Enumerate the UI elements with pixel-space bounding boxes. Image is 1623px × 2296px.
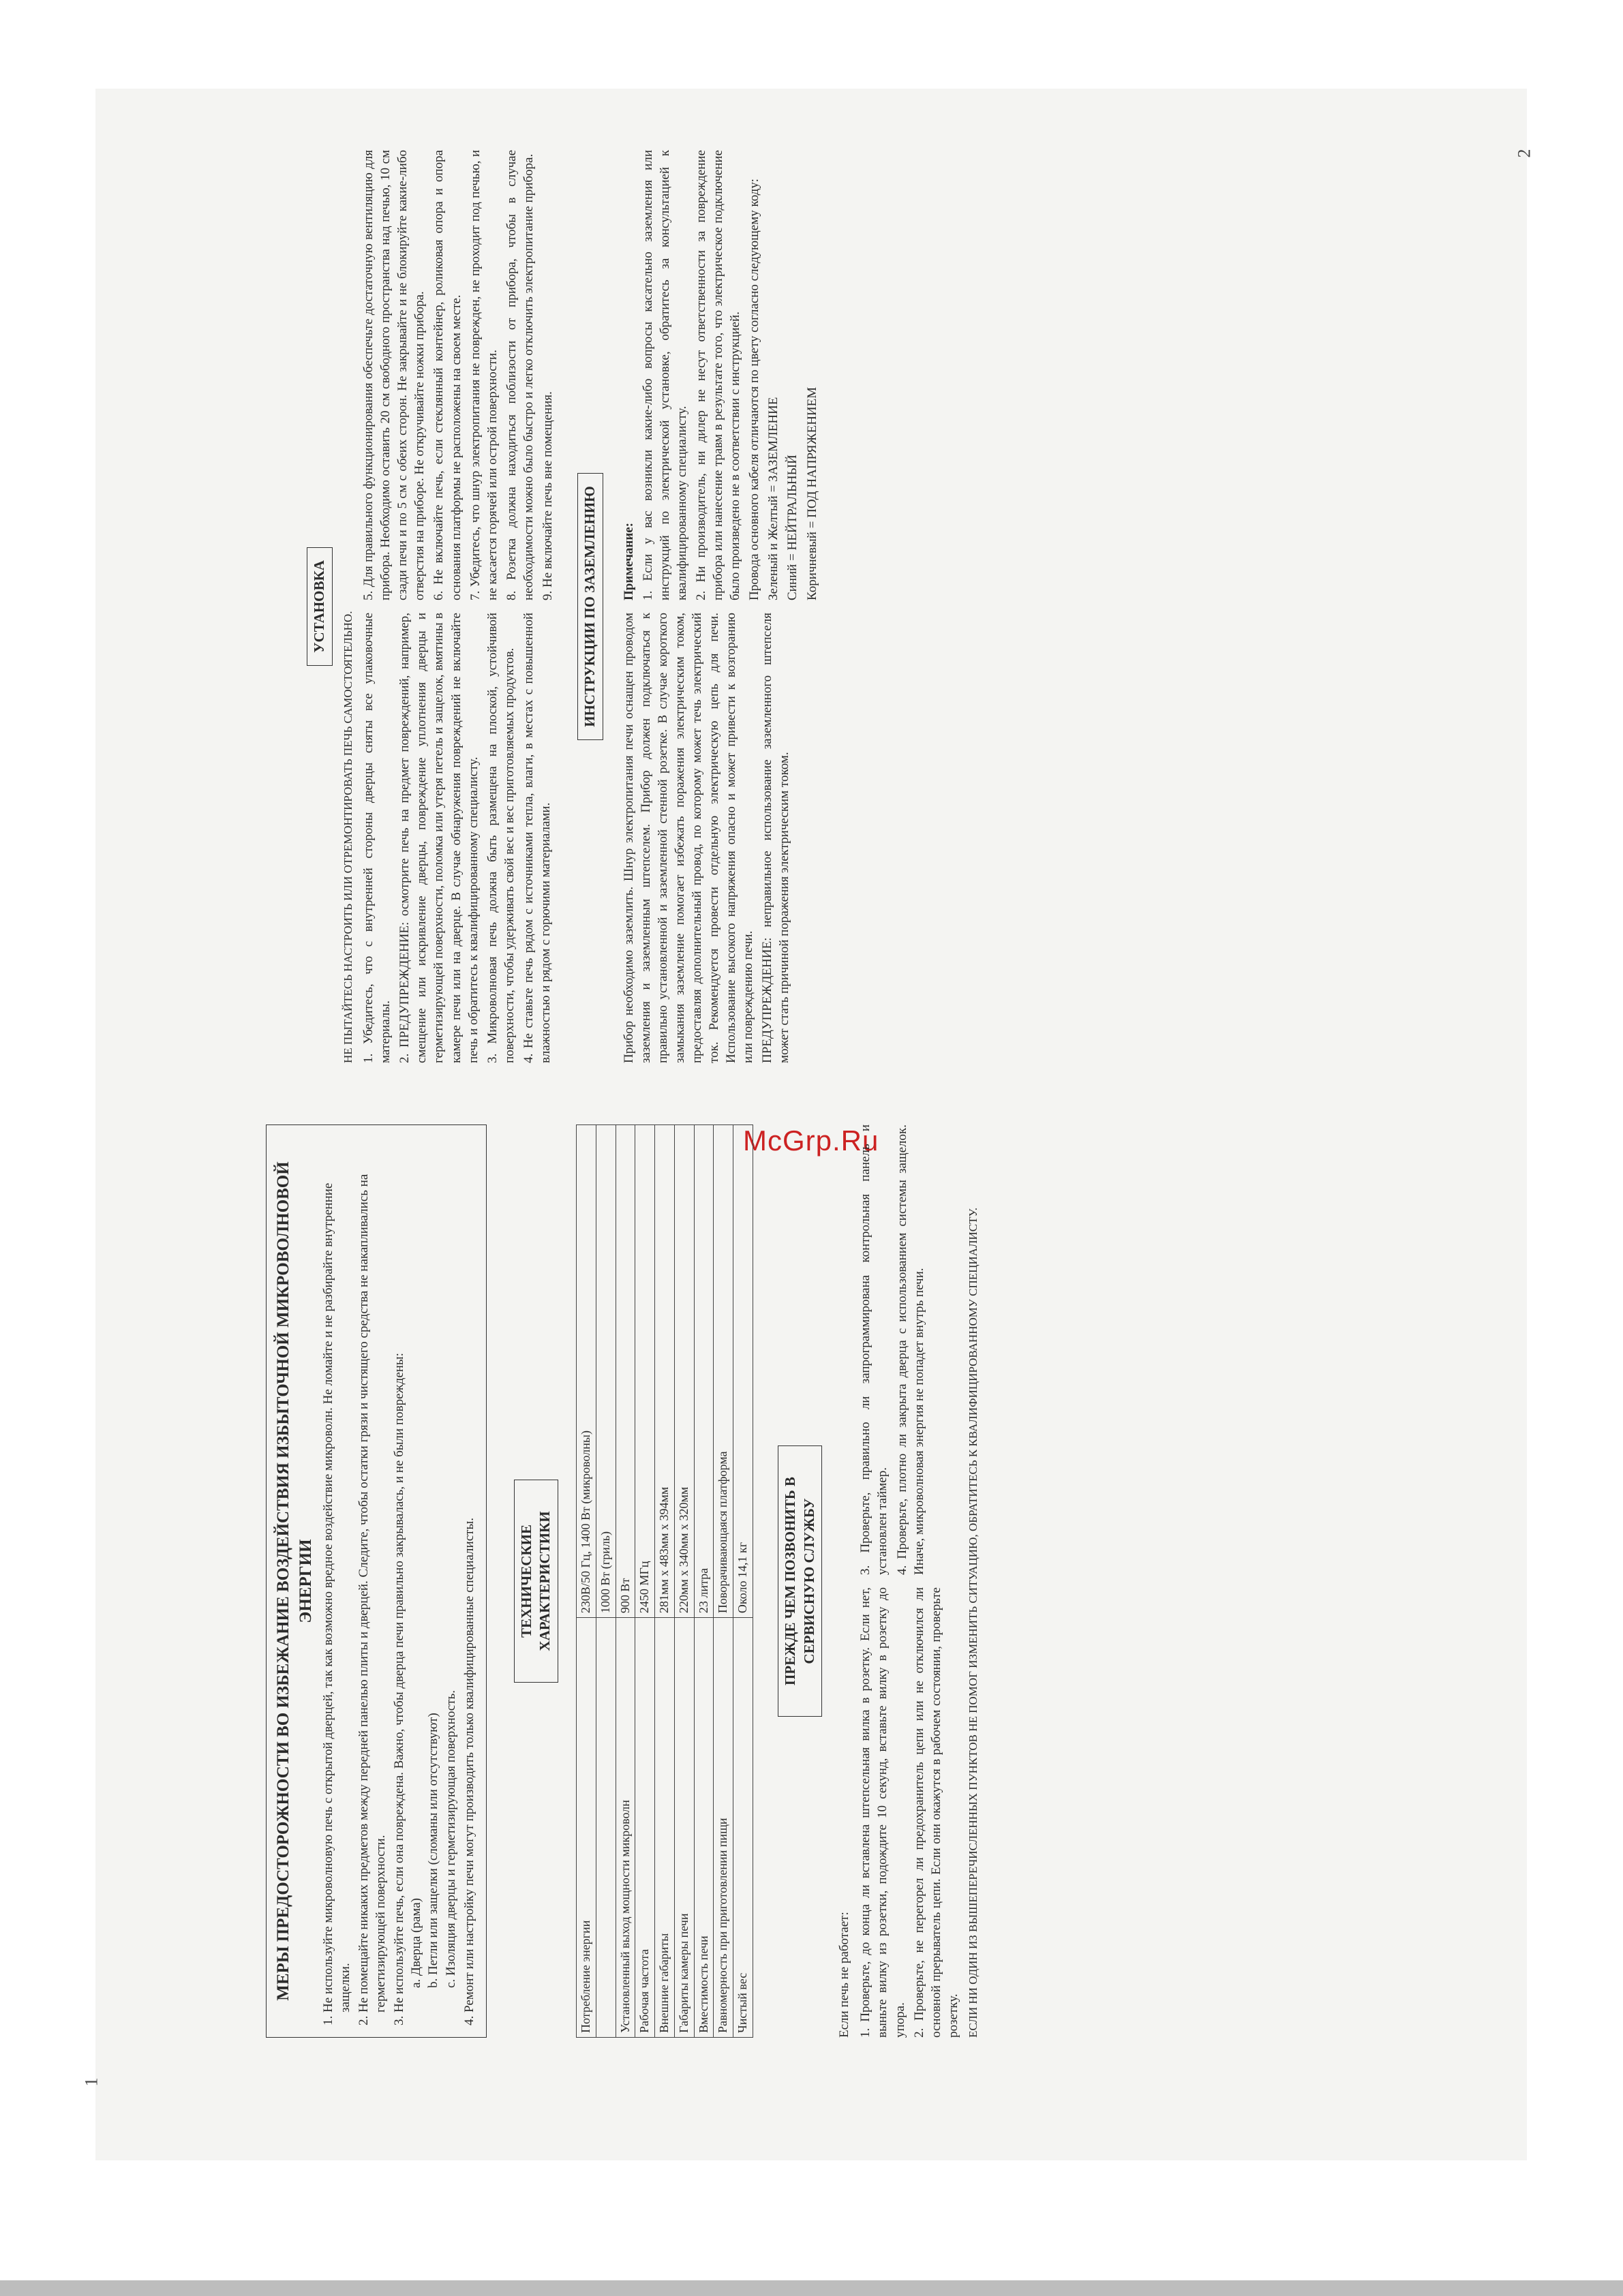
spec-value: 900 Вт [616, 1125, 635, 1618]
precautions-title: МЕРЫ ПРЕДОСТОРОЖНОСТИ ВО ИЗБЕЖАНИЕ ВОЗДЕЙСТВИЯ ИЗБЫТОЧНОЙ МИКРОВОЛНОВОЙ ЭНЕРГИИ [274, 1161, 315, 2001]
page-2 [293, 129, 1288, 1084]
list-item: 3. Не используйте печь, если она повреждена. Важно, чтобы дверца печи правильно закрывалась, и не были повреждены: a. Дверца (рама) b. Петли или защелки (сломаны или отсутствуют) c. Изоляция дверцы и герметизирующая поверхность. [391, 1135, 459, 2012]
table-row [714, 1125, 733, 2038]
spec-value: 230В/50 Гц, 1400 Вт (микроволны) [577, 1125, 596, 1618]
service-col-1 [855, 1587, 963, 2038]
spec-label: Вместимость печи [694, 1618, 714, 2038]
list-item: 4. Не ставьте печь рядом с источниками тепла, влаги, в местах с повышенной влажностью и рядом с горючими материалами. [521, 613, 553, 1063]
list-item: 1. Не используйте микроволновую печь с открытой дверцей, так как возможно вредное воздействие микроволн. Не ломайте и не разбирайте внутренние защелки. [320, 1135, 354, 2012]
list-item: 4. Ремонт или настройку печи могут производить только квалифицированные специалисты. [461, 1135, 478, 2012]
table-row [577, 1125, 596, 2038]
list-item: 9. Не включайте печь вне помещения. [540, 391, 555, 600]
list-item: 4. Проверьте, плотно ли закрыта дверца с использованием системы защелок. Иначе, микроволновая энергия не попадет внутрь печи. [894, 1124, 926, 1575]
install-title: УСТАНОВКА [307, 547, 333, 666]
spec-label: Чистый вес [733, 1618, 753, 2038]
note-title: Примечание: [621, 522, 636, 600]
spec-value: Поворачивающаяся платформа [714, 1125, 733, 1618]
specs-title: ТЕХНИЧЕСКИЕ ХАРАКТЕРИСТИКИ [514, 1480, 558, 1683]
list-item: 2. Ни производитель, ни дилер не несут ответственности за повреждение прибора или нанесение травм в результате того, что электрическое подключение было произведено не в соответствии с инструкцией. [694, 150, 743, 600]
grounding-col-2 [618, 150, 823, 600]
spec-value: 1000 Вт (гриль) [596, 1125, 616, 1618]
service-col-2 [855, 1124, 963, 1575]
install-col-2 [358, 150, 558, 600]
paragraph: ПРЕДУПРЕЖДЕНИЕ: неправильное использование заземленного штепселя может стать причиной поражения электрическим током. [760, 613, 792, 1063]
paragraph: Провода основного кабеля отличаются по цвету согласно следующему коду: [747, 179, 762, 600]
list-item: 1. Если у вас возникли какие-либо вопросы касательно заземления или инструкций по электрической установке, обратитесь за консультацией к квалифицированному специалисту. [640, 150, 689, 600]
sub-item: a. Дверца (рама) [409, 1898, 424, 1988]
list-item: 1. Убедитесь, что с внутренней стороны дверцы сняты все упаковочные материалы. [361, 613, 393, 1063]
table-row [635, 1125, 655, 2038]
code-line: Синий = НЕЙТРАЛЬНЫЙ [785, 455, 800, 600]
list-item: 2. Не помещайте никаких предметов между передней панелью плиты и дверцей. Следите, чтобы остатки грязи и чистящего средства не накапливались на герметизирующей поверхности. [355, 1135, 389, 2012]
list-item: 3. Микроволновая печь должна быть размещена на плоской, устойчивой поверхности, чтобы удерживать свой вес и вес приготовляемых продуктов. [485, 613, 517, 1063]
spec-value: 220мм x 340мм x 320мм [674, 1125, 694, 1618]
spec-value: 2450 МГц [635, 1125, 655, 1618]
spec-value: 281мм x 483мм x 394мм [655, 1125, 675, 1618]
spec-label [596, 1618, 616, 2038]
list-item: 3. Проверьте, правильно ли запрограммирована контрольная панель и установлен таймер. [858, 1124, 890, 1575]
spec-value: Около 14,1 кг [733, 1125, 753, 1618]
spec-label: Габариты камеры печи [674, 1618, 694, 2038]
table-row [596, 1125, 616, 2038]
spec-label: Равномерность при приготовлении пищи [714, 1618, 733, 2038]
table-row [694, 1125, 714, 2038]
page-number-2: 2 [1514, 149, 1534, 158]
service-intro: Если печь не работает: [837, 1912, 852, 2038]
install-warning: НЕ ПЫТАЙТЕСЬ НАСТРОИТЬ ИЛИ ОТРЕМОНТИРОВАТЬ ПЕЧЬ САМОСТОЯТЕЛЬНО. [341, 611, 354, 1063]
page-number-1: 1 [81, 2077, 102, 2087]
sub-item: b. Петли или защелки (сломаны или отсутствуют) [426, 1713, 441, 1988]
watermark: McGrp.Ru [743, 1124, 879, 1157]
list-item: 7. Убедитесь, что шнур электропитания не поврежден, не проходит под печью, и не касается горячей или острой поверхности. [468, 150, 500, 600]
page-1 [252, 1104, 980, 2058]
spec-label: Рабочая частота [635, 1618, 655, 2038]
spec-value: 23 литра [694, 1125, 714, 1618]
list-item: 8. Розетка должна находиться поблизости от прибора, чтобы в случае необходимости можно было быстро и легко отключить электропитание прибора. [504, 150, 536, 600]
spec-label: Внешние габариты [655, 1618, 675, 2038]
paragraph: Прибор необходимо заземлить. Шнур электропитания печи оснащен проводом заземления и заземленным штепселем. Прибор должен подключаться к правильно установленной и заземленной стенной розетке. В случае короткого замыкания заземление помогает избежать поражения электрическим током, предоставляя дополнительный провод, по которому может течь электрический ток. Рекомендуется провести отдельную электрическую цепь для печи. Использование высокого напряжения опасно и может привести к возгоранию или повреждению печи. [621, 613, 756, 1063]
install-col-1 [358, 613, 558, 1063]
table-row [733, 1125, 753, 2038]
table-row [655, 1125, 675, 2038]
list-item: 6. Не включайте печь, если стеклянный контейнер, роликовая опора и опора основания платформы не расположены на своем месте. [431, 150, 464, 600]
code-line: Зеленый и Желтый = ЗАЗЕМЛЕНИЕ [766, 397, 781, 600]
precautions-box [266, 1124, 487, 2038]
list-item: 1. Проверьте, до конца ли вставлена штепсельная вилка в розетку. Если нет, выньте вилку из розетки, подождите 10 секунд, вставьте вилку в розетку до упора. [858, 1587, 907, 2038]
specs-table [576, 1124, 753, 2038]
service-title: ПРЕЖДЕ ЧЕМ ПОЗВОНИТЬ В СЕРВИСНУЮ СЛУЖБУ [778, 1445, 822, 1717]
precautions-list [320, 1135, 478, 2012]
grounding-title: ИНСТРУКЦИИ ПО ЗАЗЕМЛЕНИЮ [577, 473, 603, 740]
table-row [616, 1125, 635, 2038]
spec-label: Установленный выход мощности микроволн [616, 1618, 635, 2038]
sub-item: c. Изоляция дверцы и герметизирующая поверхность. [443, 1690, 458, 1988]
table-row [674, 1125, 694, 2038]
list-item: 5. Для правильного функционирования обеспечьте достаточную вентиляцию для прибора. Необходимо оставить 20 см свободного пространства над печью, 10 см сзади печи и по 5 см с обеих сторон. Не закрывайте и не блокируйте какие-либо отверстия на приборе. Не откручивайте ножки прибора. [361, 150, 427, 600]
list-item: 2. ПРЕДУПРЕЖДЕНИЕ: осмотрите печь на предмет повреждений, например, смещение или искривление дверцы, повреждение уплотнения дверцы и герметизирующей поверхности, поломка или утеря петель и защелок, вмятины в камере печи или на дверце. В случае обнаружения повреждений не включайте печь и обратитесь к квалифицированному специалисту. [397, 613, 481, 1063]
spec-label: Потребление энергии [577, 1618, 596, 2038]
service-footer: ЕСЛИ НИ ОДИН ИЗ ВЫШЕПЕРЕЧИСЛЕННЫХ ПУНКТОВ НЕ ПОМОГ ИЗМЕНИТЬ СИТУАЦИЮ, ОБРАТИТЕСЬ К КВАЛИФИЦИРОВАННОМУ СПЕЦИАЛИСТУ. [966, 1207, 980, 2038]
grounding-col-1 [618, 613, 823, 1063]
bottom-bar [0, 2280, 1623, 2296]
list-item: 2. Проверьте, не перегорел ли предохранитель цепи или не отключился ли основной прерыватель цепи. Если они окажутся в рабочем состоянии, проверьте розетку. [911, 1587, 960, 2038]
code-line: Коричневый = ПОД НАПРЯЖЕНИЕМ [804, 386, 819, 600]
